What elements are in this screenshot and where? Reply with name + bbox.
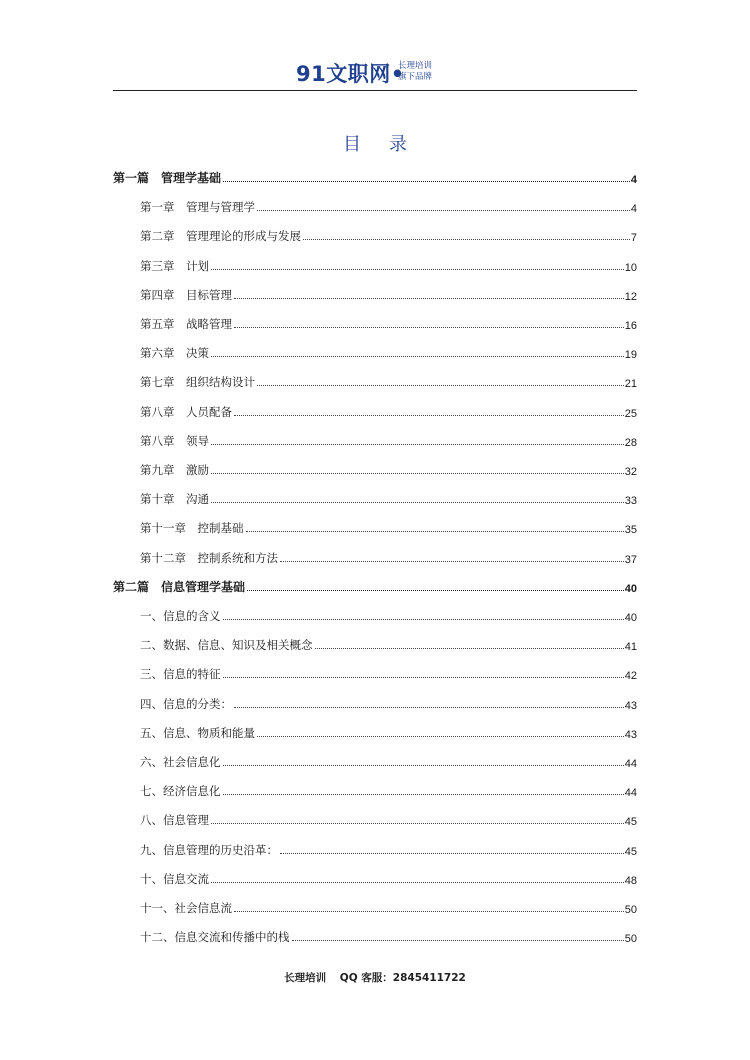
toc-dot-leader <box>247 590 624 591</box>
toc-dot-leader <box>257 736 624 737</box>
footer-contact: QQ 客服：2845411722 <box>339 972 466 984</box>
toc-dot-leader <box>223 619 624 620</box>
toc-dot-leader <box>211 823 624 824</box>
toc-entry-label: 第七章 组织结构设计 <box>140 375 255 390</box>
toc-entry-page: 33 <box>624 495 637 508</box>
toc-entry-label: 三、信息的特征 <box>140 667 221 682</box>
toc-entry-label: 第四章 目标管理 <box>140 287 232 302</box>
toc-dot-leader <box>211 356 624 357</box>
page-title: 目录 <box>343 134 435 155</box>
toc-dot-leader <box>223 794 624 795</box>
toc-chapter-entry[interactable] <box>140 224 637 244</box>
toc-entry-label: 十一、社会信息流 <box>140 901 232 915</box>
toc-dot-leader <box>223 677 624 678</box>
toc-entry-label: 第二章 管理理论的形成与发展 <box>140 229 301 244</box>
toc-entry-page: 4 <box>630 203 637 216</box>
brand-logo <box>296 58 405 88</box>
toc-entry-page: 44 <box>624 758 637 770</box>
toc-dot-leader <box>315 648 624 649</box>
toc-chapter-entry[interactable] <box>140 838 637 858</box>
toc-chapter-entry[interactable] <box>140 195 637 215</box>
toc-dot-leader <box>223 765 624 766</box>
toc-dot-leader <box>246 531 624 532</box>
toc-entry-page: 40 <box>624 612 637 624</box>
toc-dot-leader <box>211 444 624 445</box>
toc-entry-page: 44 <box>624 787 637 800</box>
toc-chapter-entry[interactable] <box>140 341 637 361</box>
toc-chapter-entry[interactable] <box>140 400 637 420</box>
toc-entry-label: 第十二章 控制系统和方法 <box>140 550 278 565</box>
toc-entry-label: 第八章 领导 <box>140 433 209 448</box>
toc-entry-label: 第三章 计划 <box>140 258 209 273</box>
toc-chapter-entry[interactable] <box>140 312 637 332</box>
toc-entry-page: 21 <box>624 378 637 391</box>
toc-entry-label: 七、经济信息化 <box>140 784 221 799</box>
toc-entry-page: 45 <box>624 845 637 858</box>
toc-entry-page: 10 <box>624 261 637 274</box>
toc-entry-label: 第五章 战略管理 <box>140 317 232 331</box>
toc-entry-page: 43 <box>624 728 637 741</box>
toc-entry-page: 4 <box>630 174 637 186</box>
header-divider <box>113 90 637 91</box>
toc-entry-label: 一、信息的含义 <box>140 609 221 623</box>
toc-entry-label: 第一篇 管理学基础 <box>113 171 222 185</box>
toc-entry-label: 二、数据、信息、知识及相关概念 <box>140 638 313 653</box>
brand-dot: • <box>390 62 405 86</box>
toc-entry-page: 12 <box>624 290 637 303</box>
toc-chapter-entry[interactable] <box>140 633 637 653</box>
toc-entry-page: 19 <box>624 349 637 362</box>
toc-chapter-entry[interactable] <box>140 721 637 741</box>
toc-entry-label: 五、信息、物质和能量 <box>140 725 255 740</box>
toc-entry-label: 第一章 管理与管理学 <box>140 200 255 215</box>
toc-entry-page: 16 <box>624 320 637 332</box>
footer-org: 长理培训 <box>284 972 327 984</box>
toc-entry-page: 42 <box>624 670 637 683</box>
toc-entry-label: 九、信息管理的历史沿革： <box>140 842 278 857</box>
toc-entry-page: 25 <box>624 407 637 420</box>
toc-entry-page: 7 <box>630 232 637 245</box>
toc-entry-label: 第六章 决策 <box>140 346 209 361</box>
toc-entry-page: 37 <box>624 553 637 566</box>
toc-dot-leader <box>234 327 624 328</box>
toc-chapter-entry[interactable] <box>140 429 637 449</box>
toc-entry-page: 41 <box>624 641 637 654</box>
toc-entry-page: 28 <box>624 436 637 449</box>
toc-entry-label: 第二篇 信息管理学基础 <box>113 579 246 594</box>
toc-dot-leader <box>257 210 630 211</box>
toc-part-entry[interactable] <box>113 575 637 595</box>
toc-entry-label: 第十一章 控制基础 <box>140 521 244 536</box>
toc-entry-page: 48 <box>624 874 637 887</box>
toc-chapter-entry[interactable] <box>140 458 637 478</box>
page-footer <box>0 970 750 985</box>
toc-dot-leader <box>211 502 624 503</box>
toc-entry-page: 40 <box>624 582 637 595</box>
toc-dot-leader <box>280 853 624 854</box>
toc-chapter-entry[interactable] <box>140 925 637 945</box>
brand-name: 91文职网 <box>296 62 391 86</box>
toc-entry-label: 十、信息交流 <box>140 871 209 886</box>
toc-entry-page: 32 <box>624 466 637 478</box>
toc-entry-label: 第八章 人员配备 <box>140 404 232 419</box>
toc-dot-leader <box>280 561 624 562</box>
toc-dot-leader <box>234 911 624 912</box>
toc-dot-leader <box>211 269 624 270</box>
toc-chapter-entry[interactable] <box>140 516 637 536</box>
toc-entry-page: 50 <box>624 904 637 916</box>
toc-dot-leader <box>234 707 624 708</box>
toc-chapter-entry[interactable] <box>140 662 637 682</box>
toc-entry-label: 十二、信息交流和传播中的栈 <box>140 930 290 945</box>
page-header <box>0 56 750 90</box>
brand-tagline-line1: 长理培训 <box>398 61 433 71</box>
toc-chapter-entry[interactable] <box>140 546 637 566</box>
brand-tagline-line2: 旗下品牌 <box>398 72 433 82</box>
toc-part-entry[interactable] <box>113 166 637 186</box>
toc-entry-page: 35 <box>624 524 637 537</box>
toc-entry-page: 43 <box>624 699 637 712</box>
toc-chapter-entry[interactable] <box>140 867 637 887</box>
toc-chapter-entry[interactable] <box>140 896 637 916</box>
toc-dot-leader <box>211 473 624 474</box>
toc-entry-label: 第十章 沟通 <box>140 492 209 507</box>
toc-entry-label: 八、信息管理 <box>140 813 209 828</box>
toc-entry-label: 六、社会信息化 <box>140 755 221 769</box>
toc-chapter-entry[interactable] <box>140 692 637 712</box>
brand-tagline <box>398 61 432 83</box>
toc-dot-leader <box>211 882 624 883</box>
toc-dot-leader <box>303 239 630 240</box>
toc-dot-leader <box>257 385 624 386</box>
toc-dot-leader <box>234 298 624 299</box>
toc-chapter-entry[interactable] <box>140 779 637 799</box>
toc-entry-label: 四、信息的分类： <box>140 696 232 711</box>
toc-chapter-entry[interactable] <box>140 808 637 828</box>
toc-dot-leader <box>223 181 630 182</box>
toc-entry-label: 第九章 激励 <box>140 463 209 477</box>
toc-chapter-entry[interactable] <box>140 750 637 770</box>
toc-chapter-entry[interactable] <box>140 487 637 507</box>
toc-chapter-entry[interactable] <box>140 604 637 624</box>
toc-dot-leader <box>234 415 624 416</box>
toc-entry-page: 50 <box>624 933 637 946</box>
toc-chapter-entry[interactable] <box>140 370 637 390</box>
toc-entry-page: 45 <box>624 816 637 829</box>
toc-chapter-entry[interactable] <box>140 254 637 274</box>
toc-chapter-entry[interactable] <box>140 283 637 303</box>
toc-dot-leader <box>292 940 624 941</box>
